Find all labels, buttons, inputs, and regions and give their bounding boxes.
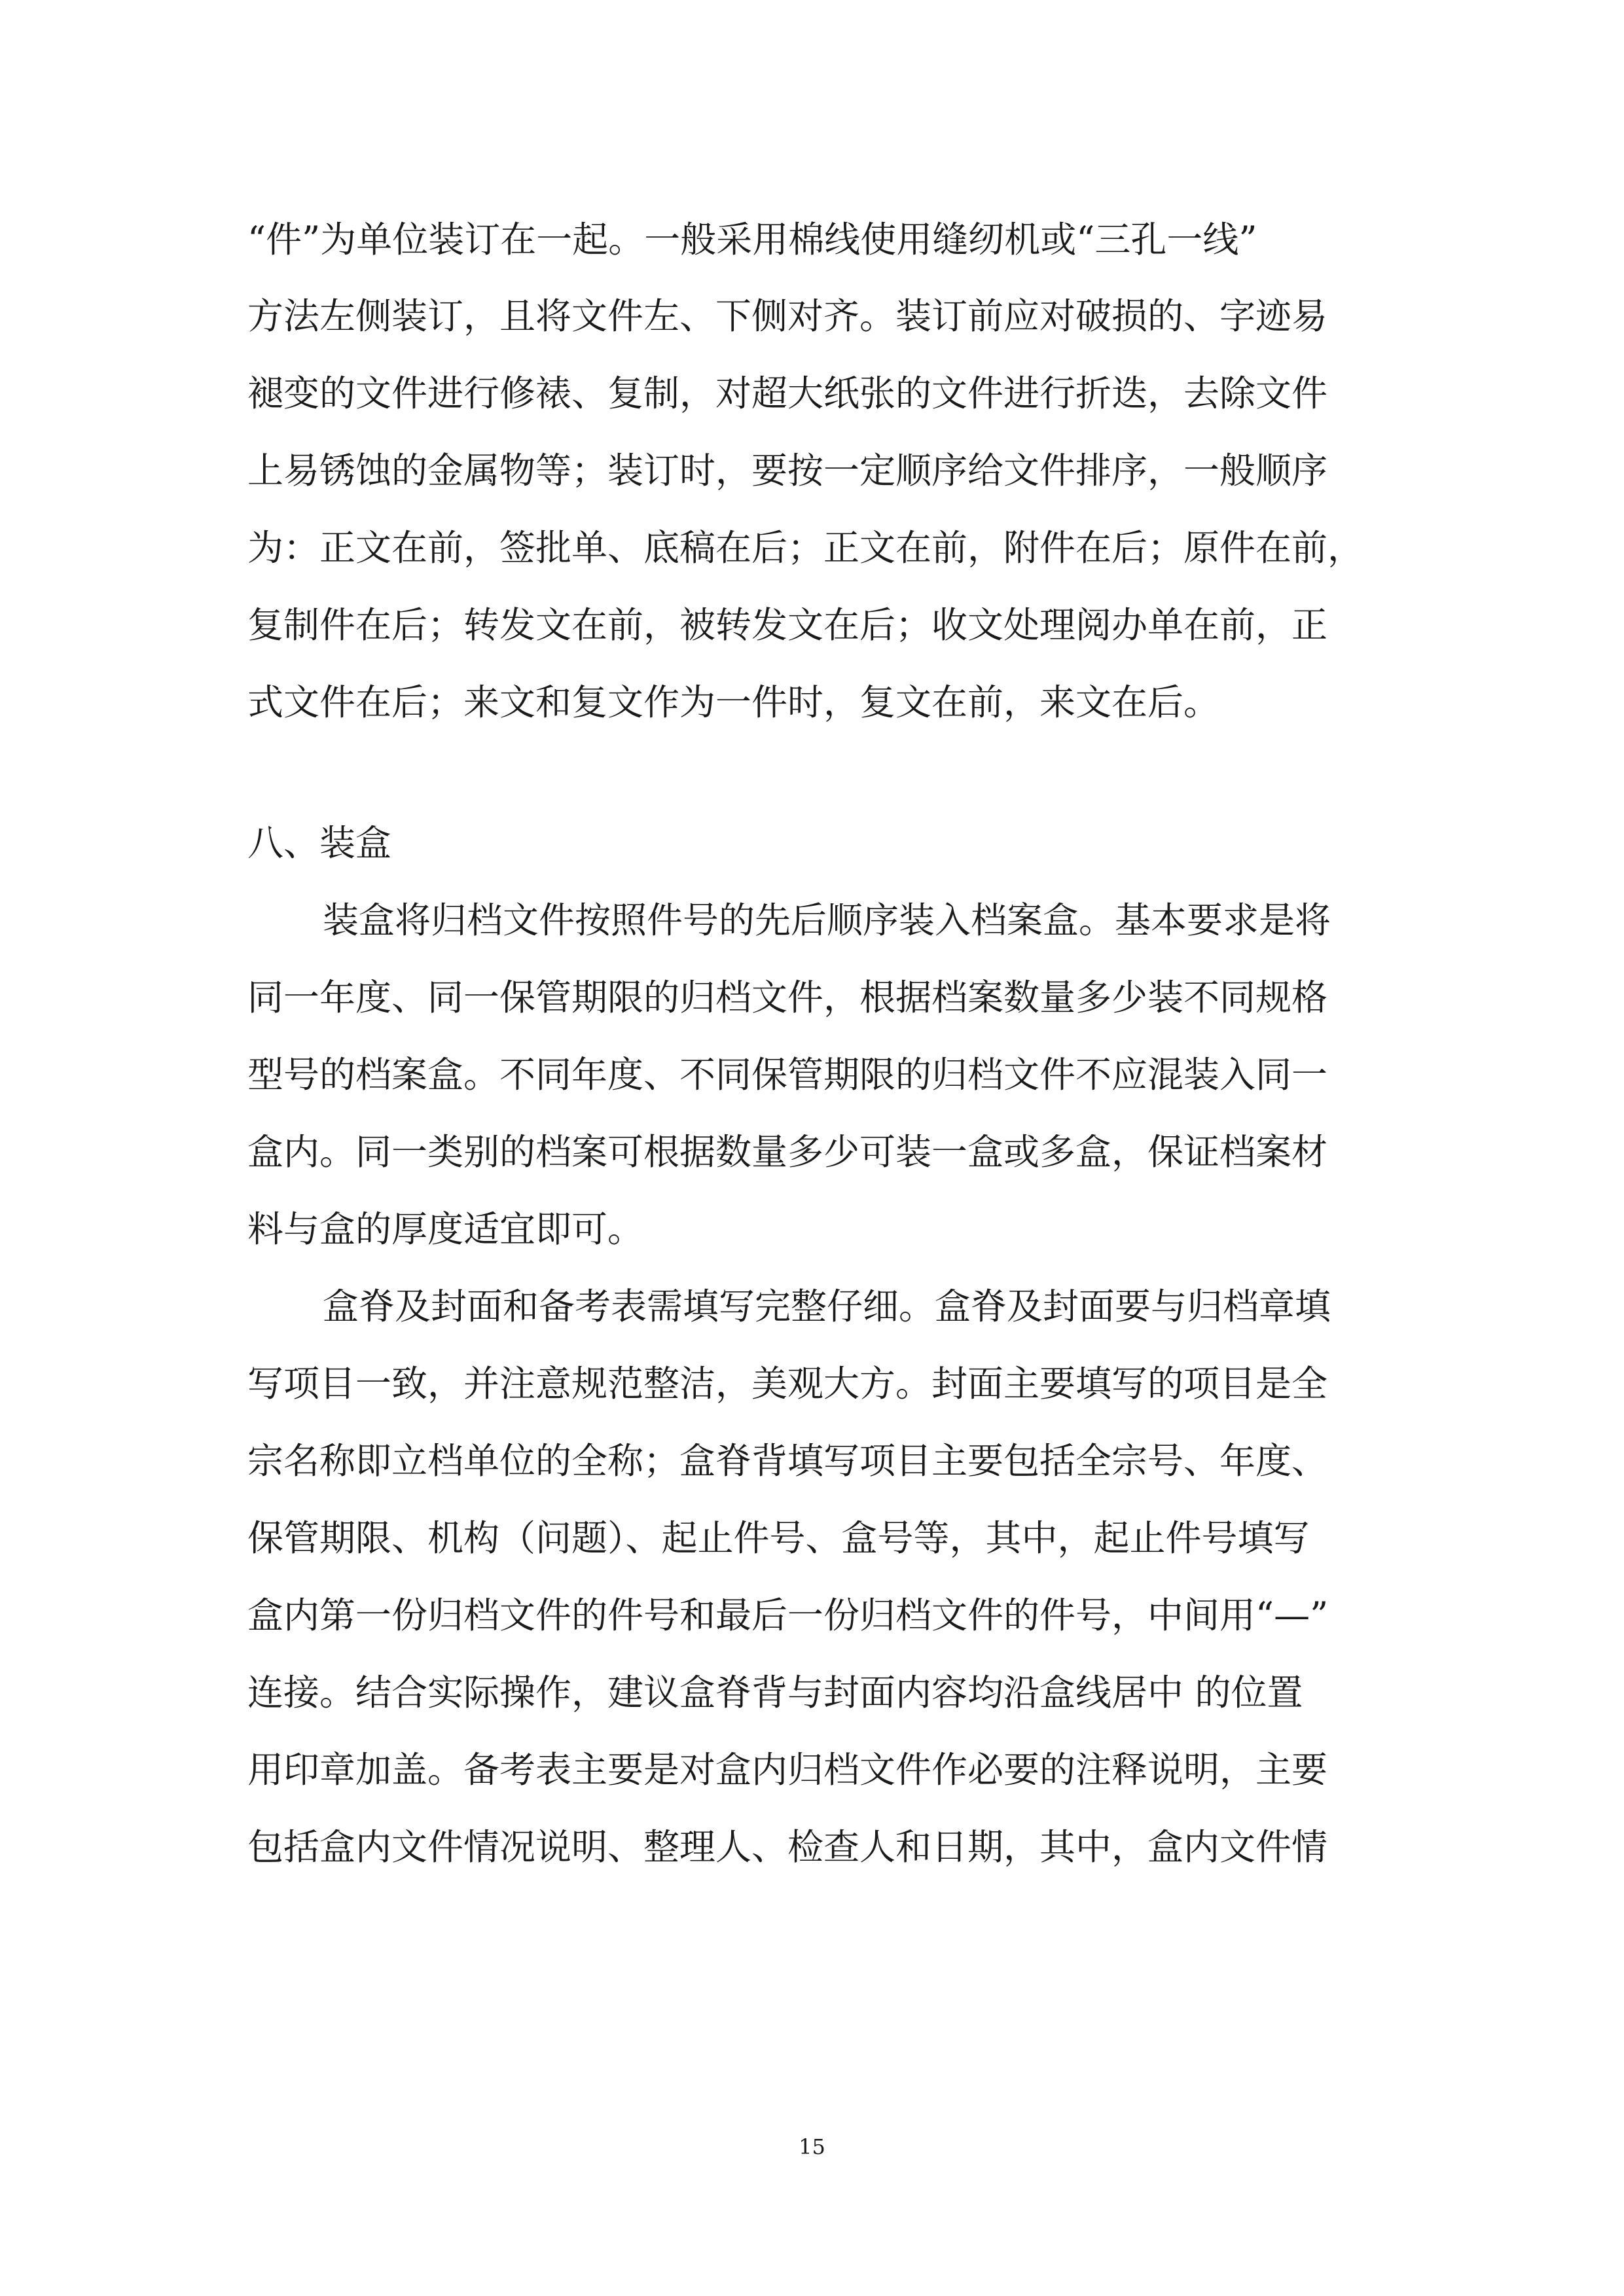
text-line: 装盒将归档文件按照件号的先后顺序装入档案盒。基本要求是将 [323, 899, 1331, 941]
text-line: 用印章加盖。备考表主要是对盒内归档文件作必要的注释说明，主要 [247, 1749, 1328, 1791]
text-line: 方法左侧装订，且将文件左、下侧对齐。装订前应对破损的、字迹易 [247, 295, 1328, 337]
text-line: 盒脊及封面和备考表需填写完整仔细。盒脊及封面要与归档章填 [323, 1285, 1331, 1327]
text-line: 式文件在后；来文和复文作为一件时，复文在前，来文在后。 [247, 681, 1220, 723]
text-line: 复制件在后；转发文在前，被转发文在后；收文处理阅办单在前，正 [247, 604, 1328, 646]
text-line: 包括盒内文件情况说明、整理人、检查人和日期，其中，盒内文件情 [247, 1826, 1328, 1868]
page-number: 15 [799, 2134, 825, 2159]
text-line: 盒内第一份归档文件的件号和最后一份归档文件的件号，中间用“—” [247, 1594, 1329, 1636]
text-line: 宗名称即立档单位的全称；盒脊背填写项目主要包括全宗号、年度、 [247, 1440, 1328, 1482]
text-line: 连接。结合实际操作，建议盒脊背与封面内容均沿盒线居中 的位置 [247, 1672, 1303, 1713]
text-line: “件”为单位装订在一起。一般采用棉线使用缝纫机或“三孔一线” [247, 219, 1257, 260]
text-line: 盒内。同一类别的档案可根据数量多少可装一盒或多盒，保证档案材 [247, 1131, 1328, 1173]
text-line: 上易锈蚀的金属物等；装订时，要按一定顺序给文件排序，一般顺序 [247, 450, 1328, 492]
text-line: 为：正文在前，签批单、底稿在后；正文在前，附件在后；原件在前， [247, 527, 1364, 569]
text-line: 同一年度、同一保管期限的归档文件，根据档案数量多少装不同规格 [247, 977, 1328, 1018]
section-heading: 八、装盒 [247, 822, 392, 864]
text-line: 型号的档案盒。不同年度、不同保管期限的归档文件不应混装入同一 [247, 1054, 1328, 1096]
text-line: 料与盒的厚度适宜即可。 [247, 1208, 644, 1250]
text-line: 保管期限、机构（问题）、起止件号、盒号等，其中，起止件号填写 [247, 1517, 1310, 1559]
text-line: 褪变的文件进行修裱、复制，对超大纸张的文件进行折迭，去除文件 [247, 372, 1328, 414]
text-line: 写项目一致，并注意规范整洁，美观大方。封面主要填写的项目是全 [247, 1363, 1328, 1405]
